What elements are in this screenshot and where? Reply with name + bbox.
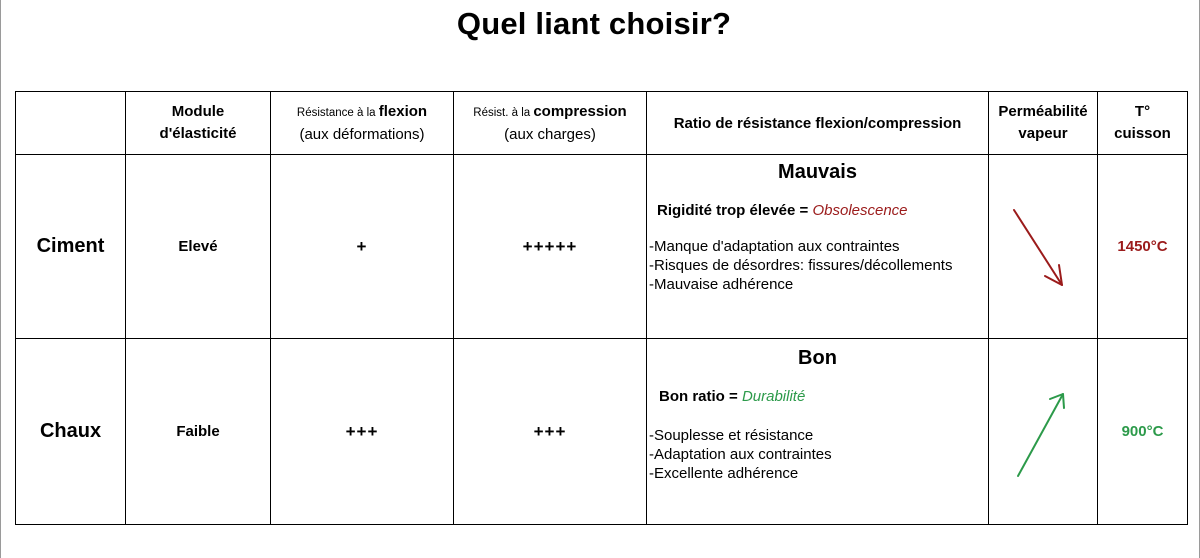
ratio-list-chaux xyxy=(647,426,988,483)
ratio-sub-ciment xyxy=(647,202,988,219)
list-item: -Excellente adhérence xyxy=(649,465,799,482)
module-ciment: Elevé xyxy=(126,155,271,339)
header-permeabilite-line1: Perméabilité xyxy=(998,103,1088,120)
temperature-ciment: 1450°C xyxy=(1098,155,1188,339)
ratio-chaux xyxy=(647,339,989,525)
header-compression-strong: compression xyxy=(533,102,627,120)
compression-chaux: +++ xyxy=(454,339,647,525)
list-item: -Souplesse et résistance xyxy=(649,427,814,444)
header-compression-prefix: Résist. à la xyxy=(473,106,534,119)
list-item: -Risques de désordres: fissures/décollements xyxy=(649,257,953,274)
header-cuisson xyxy=(1098,92,1188,155)
compression-ciment: +++++ xyxy=(454,155,647,339)
header-cuisson-line1: T° xyxy=(1134,103,1151,120)
row-label-ciment: Ciment xyxy=(16,155,126,339)
ratio-list-ciment xyxy=(647,237,988,294)
ratio-sub-prefix-chaux: Bon ratio = xyxy=(659,388,742,405)
header-compression xyxy=(454,92,647,155)
ratio-sub-chaux xyxy=(647,388,988,405)
header-cuisson-line2: cuisson xyxy=(1114,125,1171,142)
row-label-chaux: Chaux xyxy=(16,339,126,525)
module-chaux: Faible xyxy=(126,339,271,525)
header-flexion-line1 xyxy=(271,101,453,124)
flexion-ciment: + xyxy=(271,155,454,339)
ratio-sub-prefix-ciment: Rigidité trop élevée = xyxy=(657,202,813,219)
arrow-down-right-icon xyxy=(989,155,1097,339)
ratio-title-ciment: Mauvais xyxy=(778,161,857,183)
flexion-chaux: +++ xyxy=(271,339,454,525)
header-module-line2: d'élasticité xyxy=(159,125,237,142)
header-permeabilite xyxy=(989,92,1098,155)
arrow-up-right-icon xyxy=(989,339,1097,525)
header-flexion-prefix: Résistance à la xyxy=(296,106,379,119)
header-module xyxy=(126,92,271,155)
header-flexion-sub: (aux déformations) xyxy=(299,125,425,143)
list-item: -Manque d'adaptation aux contraintes xyxy=(649,238,900,255)
permeabilite-chaux xyxy=(989,339,1098,525)
page-border-left xyxy=(0,0,1,558)
header-permeabilite-line2: vapeur xyxy=(1018,125,1068,142)
header-row xyxy=(16,92,1188,155)
ratio-sub-italic-chaux: Durabilité xyxy=(741,388,806,405)
permeabilite-ciment xyxy=(989,155,1098,339)
list-item: -Mauvaise adhérence xyxy=(649,276,794,293)
header-ratio xyxy=(647,92,989,155)
list-item: -Adaptation aux contraintes xyxy=(649,446,832,463)
header-flexion-strong: flexion xyxy=(378,102,428,120)
header-compression-line1 xyxy=(454,101,646,124)
header-empty xyxy=(16,92,126,155)
ratio-sub-italic-ciment: Obsolescence xyxy=(812,202,908,219)
header-module-line1: Module xyxy=(171,103,225,120)
ratio-ciment xyxy=(647,155,989,339)
table-row-ciment xyxy=(16,155,1188,339)
ratio-title-chaux: Bon xyxy=(798,347,837,369)
temperature-chaux: 900°C xyxy=(1098,339,1188,525)
comparison-table xyxy=(15,91,1188,525)
header-compression-sub: (aux charges) xyxy=(504,125,596,143)
table-row-chaux xyxy=(16,339,1188,525)
page-title: Quel liant choisir? xyxy=(456,6,732,41)
header-flexion xyxy=(271,92,454,155)
header-ratio-label: Ratio de résistance flexion/compression xyxy=(673,114,962,132)
